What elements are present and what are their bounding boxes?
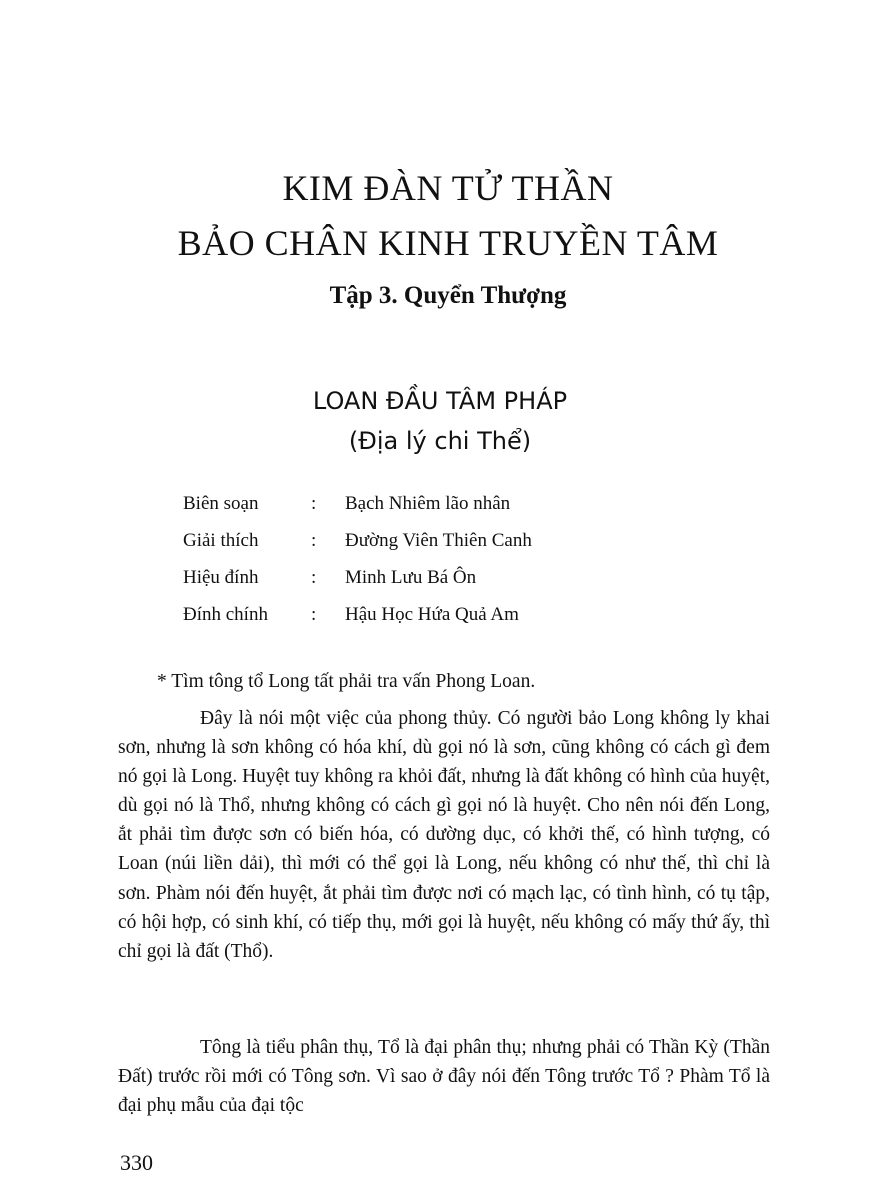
- section-title: LOAN ĐẦU TÂM PHÁP: [312, 387, 568, 415]
- credit-row: [183, 493, 703, 530]
- credit-separator: :: [311, 567, 317, 588]
- credit-name: Hậu Học Hứa Quả Am: [345, 604, 519, 625]
- credit-role: Đính chính: [183, 604, 268, 625]
- credit-row: [183, 530, 703, 567]
- credit-role: Biên soạn: [183, 493, 259, 514]
- credit-name: Minh Lưu Bá Ôn: [345, 567, 477, 588]
- book-title-line-1: KIM ĐÀN TỬ THẦN: [282, 168, 614, 208]
- credit-name: Đường Viên Thiên Canh: [345, 530, 532, 551]
- body-paragraph-2: Tông là tiểu phân thụ, Tổ là đại phân thụ; nhưng phải có Thần Kỳ (Thần Đất) trước rồi mới có Tông sơn. Vì sao ở đây nói đến Tông trước Tổ ? Phàm Tổ là đại phụ mẫu của đại tộc: [118, 1037, 770, 1117]
- section-subtitle: (Địa lý chi Thể): [348, 427, 532, 455]
- credit-separator: :: [311, 604, 317, 625]
- credit-row: [183, 567, 703, 604]
- bullet-point: * Tìm tông tổ Long tất phải tra vấn Phong Loan.: [157, 671, 536, 692]
- credit-name: Bạch Nhiêm lão nhân: [345, 493, 511, 514]
- book-title-line-2: BẢO CHÂN KINH TRUYỀN TÂM: [177, 223, 719, 263]
- credit-separator: :: [311, 530, 317, 551]
- page-number: 330: [120, 1150, 153, 1175]
- credit-separator: :: [311, 493, 317, 514]
- credit-role: Hiệu đính: [183, 567, 259, 588]
- body-paragraph-1: Đây là nói một việc của phong thủy. Có người bảo Long không ly khai sơn, nhưng là sơn không có hóa khí, dù gọi nó là sơn, cũng không có cách gì đem nó gọi là Long. Huyệt tuy không ra khỏi đất, nhưng là đất không có hình của huyệt, dù gọi nó là Thổ, nhưng không có cách gì gọi nó là huyệt. Cho nên nói đến Long, ắt phải tìm được sơn có biến hóa, có dường dục, có khởi thế, có hình tượng, có Loan (núi liền dải), thì mới có thể gọi là Long, nếu không có như thế, thì chỉ là sơn. Phàm nói đến huyệt, ắt phải tìm được nơi có mạch lạc, có tình hình, có tụ tập, có hội hợp, có sinh khí, có tiếp thụ, mới gọi là huyệt, nếu không có mấy thứ ấy, thì chỉ gọi là đất (Thổ).: [118, 708, 770, 962]
- credit-role: Giải thích: [183, 530, 259, 551]
- credit-row: [183, 604, 703, 641]
- credits-list: [183, 493, 703, 641]
- volume-subtitle: Tập 3. Quyển Thượng: [329, 282, 567, 309]
